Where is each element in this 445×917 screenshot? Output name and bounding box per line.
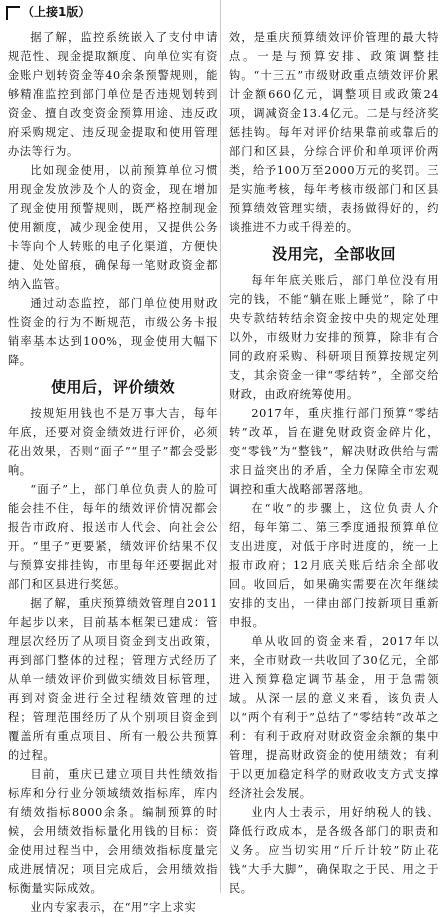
paragraph: 2017年，重庆推行部门预算“零结转”改革，旨在避免财政资金碎片化，变“零钱”为“整钱”，解决财政供给与需求日益突出的矛盾，全力保障全市宏观调控和重大战略部署落地。 <box>229 407 439 496</box>
paragraph: 据了解，监控系统嵌入了支付申请规范性、现金提取额度、向单位实有资金账户划转资金等40余条预警规则，能够精准监控到部门单位是否违规划转到资金、擅自改变资金预算用途、违反政府采购规定、违反现金提取和使用管理办法等行为。 <box>8 31 218 158</box>
continued-from-label: （上接1版） <box>22 5 91 19</box>
paragraph: 单从收回的资金来看，2017年以来，全市财政一共收回了30亿元，全部进入预算稳定调节基金，用于急需领域。从深一层的意义来看，该负责人以“两个有利于”总结了“零结转”改革之利：有利于政府对财政资金余额的集中管理，提高财政资金的使用绩效；有利于以更加稳定科学的财政收支方式支撑经济社会发展。 <box>229 635 439 800</box>
paragraph: 每年年底关账后，部门单位没有用完的钱，不能“躺在账上睡觉”，除了中央专款结转结余资金按中央的规定处理以外，市级财力安排的预算，除非有合同的政府采购、科研项目预算按规定列支，其余资金一律“零结转”，全部交给财政，由政府统筹使用。 <box>229 274 439 401</box>
paragraph: 通过动态监控，部门单位使用财政性资金的行为不断规范，市级公务卡报销率基本达到100%，现金使用大幅下降。 <box>8 297 218 367</box>
column-divider <box>220 0 221 893</box>
paragraph: 业内人士表示，用好纳税人的钱、降低行政成本，是各级各部门的职责和义务。应当切实用“斤斤计较”防止花钱“大手大脚”，确保取之于民、用之于民。 <box>229 806 439 895</box>
section-heading: 使用后，评价绩效 <box>50 378 175 396</box>
paragraph: “面子”上，部门单位负责人的脸可能会挂不住，每年的绩效评价情况都会报告市政府、报送市人代会、向社会公开。“里子”更要紧，绩效评价结果不仅与预算安排挂钩，市里每年还要据此对部门和区县进行奖惩。 <box>8 483 218 591</box>
paragraph: 据了解，重庆预算绩效管理自2011年起步以来，目前基本框架已建成：管理层次经历了从项目资金到支出政策，再到部门整体的过程；管理方式经历了从单一绩效评价到做实绩效目标管理，再到对资金进行全过程绩效管理的过程；管理范围经历了从个别项目资金到覆盖所有重点项目、所有一般公共预算的过程。 <box>8 597 218 762</box>
paragraph: 效，是重庆预算绩效评价管理的最大特点。一是与预算安排、政策调整挂钩。“十三五”市级财政重点绩效评价累计金额660亿元，调整项目或政策24项，调减资金13.4亿元。二是与经济奖惩挂钩。每年对评价结果靠前或靠后的部门和区县，分综合评价和单项评价两类，给予100万至2000万元的奖罚。三是实施考核，每年考核市级部门和区县预算绩效管理实绩，表扬做得好的，约谈推进不力或千得差的。 <box>229 31 439 234</box>
left-column <box>8 28 218 914</box>
paragraph: 目前，重庆已建立项目共性绩效指标库和分行业分领域绩效指标库，库内有绩效指标8000余条。编制预算的时候，会用绩效指标量化用钱的目标：资金使用过程当中，会用绩效指标度量完成进展情况；项目完成后，会用绩效指标衡量实际成效。 <box>8 768 218 895</box>
right-column <box>229 28 439 895</box>
section-heading: 没用完，全部收回 <box>271 245 396 263</box>
paragraph: 在“收”的步骤上，这位负责人介绍，每年第二、第三季度通报预算单位支出进度，对低于序时进度的，统一上报市政府；12月底关账后结余全部收回。收回后，如果确实需要在次年继续安排的支出，一律由部门按新项目重新申报。 <box>229 502 439 629</box>
paragraph: 业内专家表示，在“用”字上求实 <box>30 901 197 914</box>
corner-bracket-mark <box>6 6 20 20</box>
paragraph: 按规矩用钱也不是万事大吉，每年年底，还要对资金绩效进行评价，必须花出效果，否则“面子”“里子”都会受影响。 <box>8 407 218 477</box>
paragraph: 比如现金使用，以前预算单位习惯用现金发放涉及个人的资金，现在增加了现金使用预警规则，既严格控制现金使用额度，减少现金使用，又提供公务卡等向个人转账的电子化渠道，方便快捷、处处留痕，确保每一笔财政资金都纳入监管。 <box>8 164 218 291</box>
